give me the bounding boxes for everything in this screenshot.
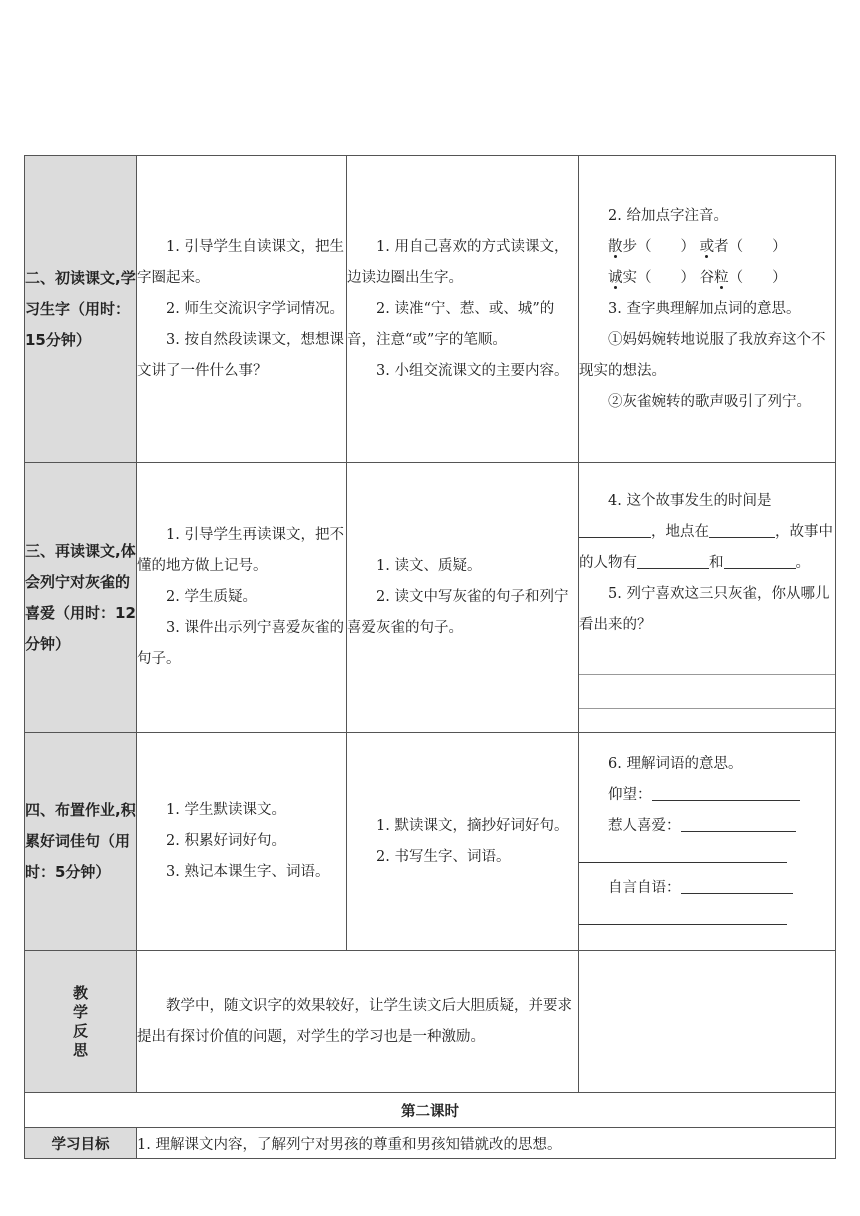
stage-row-2 [25,463,836,733]
student-activity [347,156,579,463]
example-sentence: ①妈妈婉转地说服了我放弃这个不现实的想法。 [579,331,826,379]
student-step: 3. 小组交流课文的主要内容。 [376,362,569,379]
pinyin-word: 诚实 [608,269,637,286]
learning-goal-label: 学习目标 [25,1128,137,1159]
teacher-step: 3. 熟记本课生字、词语。 [166,864,330,880]
answer-blank[interactable] [709,521,775,538]
section-title-row [25,1093,836,1128]
answer-blank[interactable] [579,846,787,863]
exercise-question: 3. 查字典理解加点词的意思。 [608,300,801,317]
reflection-row [25,951,836,1093]
section-title: 第二课时 [25,1093,836,1128]
teacher-step: 2. 学生质疑。 [166,589,257,605]
answer-blank[interactable] [681,815,796,832]
answer-blank[interactable] [637,552,709,569]
pinyin-line: 诚实（ ） 谷粒（ ） [608,269,787,286]
learning-goal-text: 1. 理解课文内容，了解列宁对男孩的尊重和男孩知错就改的思想。 [137,1128,836,1159]
teacher-step: 3. 按自然段读课文，想想课文讲了一件什么事？ [137,331,344,379]
word-definition: 自言自语： [579,873,835,904]
reflection-label: 教 学 反 思 [25,951,137,1093]
teacher-activity [137,156,347,463]
student-activity [347,463,579,733]
dotted-char: 粒 [714,269,729,286]
student-step: 2. 读准“宁、惹、或、城”的音，注意“或”字的笔顺。 [347,300,555,348]
answer-line[interactable] [579,675,835,709]
teacher-step: 3. 课件出示列宁喜爱灰雀的句子。 [137,620,344,667]
teacher-step: 2. 师生交流识字学词情况。 [166,300,344,317]
answer-blank[interactable] [579,908,787,925]
lesson-plan-table [24,155,836,1159]
teacher-activity [137,733,347,951]
exercise-question: 2. 给加点字注音。 [608,207,728,224]
answer-blank[interactable] [652,784,800,801]
student-step: 1. 用自己喜欢的方式读课文，边读边圈出生字。 [347,238,569,286]
answer-continuation [579,842,835,873]
teacher-activity [137,463,347,733]
example-sentence: ②灰雀婉转的歌声吸引了列宁。 [608,393,811,410]
stage-label: 四、布置作业,积累好词佳句（用时：5分钟） [25,733,137,951]
pinyin-word: 散步 [608,238,637,255]
reflection-text: 教学中，随文识字的效果较好，让学生读文后大胆质疑，并要求提出有探讨价值的问题，对学生的学习也是一种激励。 [137,951,579,1093]
word-definition: 仰望： [579,780,835,811]
learning-goal-row [25,1128,836,1159]
answer-line[interactable] [579,641,835,675]
pinyin-line: 散步（ ） 或者（ ） [608,238,787,255]
exercise-question: 5. 列宁喜欢这三只灰雀，你从哪儿看出来的？ [579,586,830,633]
stage-label: 三、再读课文,体会列宁对灰雀的喜爱（用时：12分钟） [25,463,137,733]
student-step: 2. 读文中写灰雀的句子和列宁喜爱灰雀的句子。 [347,589,569,636]
student-step: 1. 默读课文，摘抄好词好句。 [376,817,569,834]
dotted-char: 诚 [608,269,623,286]
answer-blank[interactable] [724,552,796,569]
dotted-char: 散 [608,238,623,255]
pinyin-word: 或者 [699,238,729,255]
teacher-step: 2. 积累好词好句。 [166,833,286,849]
student-activity [347,733,579,951]
teacher-step: 1. 引导学生再读课文，把不懂的地方做上记号。 [137,527,344,574]
fill-in-question: 4. 这个故事发生的时间是，地点在 ，故事中的人物有 和 。 [579,493,833,571]
stage-row-3 [25,733,836,951]
exercise-cell [579,156,836,463]
pinyin-word: 谷粒 [699,269,729,286]
exercise-cell [579,463,836,733]
answer-blank[interactable] [579,521,651,538]
dotted-char: 或 [699,238,715,255]
exercise-question: 6. 理解词语的意思。 [608,755,743,772]
reflection-empty-cell [579,951,836,1093]
stage-label: 二、初读课文,学习生字（用时：15分钟） [25,156,137,463]
student-step: 2. 书写生字、词语。 [376,848,511,865]
stage-row-1 [25,156,836,463]
word-definition: 惹人喜爱： [579,811,835,842]
answer-blank[interactable] [681,877,793,894]
student-step: 1. 读文、质疑。 [376,558,482,574]
teacher-step: 1. 引导学生自读课文，把生字圈起来。 [137,238,344,286]
answer-continuation [579,904,835,935]
teacher-step: 1. 学生默读课文。 [166,802,286,818]
exercise-cell [579,733,836,951]
